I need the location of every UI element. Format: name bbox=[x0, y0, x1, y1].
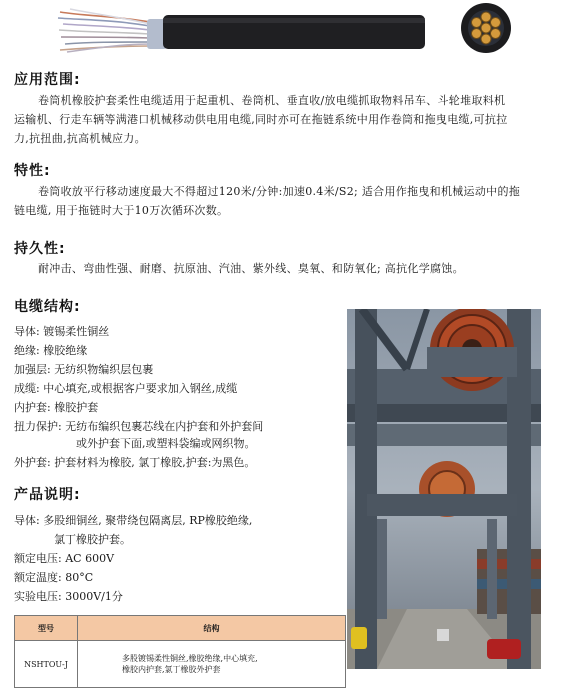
structure-item: 加强层: 无纺织物编织层包裹 bbox=[14, 363, 154, 376]
cable-photo bbox=[55, 4, 427, 56]
table-header-structure: 结构 bbox=[78, 616, 346, 641]
port-crane-photo bbox=[347, 309, 541, 669]
cable-cross-section bbox=[460, 2, 512, 54]
features-line-2: 链电缆, 用于拖链时大于10万次循环次数。 bbox=[14, 204, 229, 217]
table-cell-model: NSHTOU-J bbox=[15, 641, 78, 688]
application-line-1: 卷筒机橡胶护套柔性电缆适用于起重机、卷筒机、垂直收/放电缆抓取物料吊车、斗轮堆取料机 bbox=[38, 94, 506, 107]
application-heading: 应用范围: bbox=[14, 72, 81, 88]
product-heading: 产品说明: bbox=[14, 487, 81, 503]
features-heading: 特性: bbox=[14, 163, 51, 179]
product-item-continued: 氯丁橡胶护套。 bbox=[54, 533, 131, 546]
table-header-model: 型号 bbox=[15, 616, 78, 641]
product-item: 额定电压: AC 600V bbox=[14, 552, 115, 565]
durability-heading: 持久性: bbox=[14, 241, 66, 257]
structure-item: 外护套: 护套材料为橡胶, 氯丁橡胶,护套:为黑色。 bbox=[14, 456, 256, 469]
structure-text-line: 橡胶内护套,氯丁橡胶外护套 bbox=[122, 665, 221, 674]
spec-table bbox=[14, 615, 346, 688]
application-line-3: 力,抗扭曲,抗高机械应力。 bbox=[14, 132, 146, 145]
table-cell-structure bbox=[78, 641, 346, 688]
table-row bbox=[15, 641, 346, 688]
structure-text-line: 多股镀锡柔性铜丝,橡胶绝缘,中心填充, bbox=[122, 654, 258, 663]
structure-heading: 电缆结构: bbox=[14, 299, 81, 315]
structure-item-continued: 或外护套下面,或塑料袋编或网织物。 bbox=[76, 437, 256, 450]
product-item: 实验电压: 3000V/1分 bbox=[14, 590, 123, 603]
product-item: 导体: 多股细铜丝, 聚带绕包隔离层, RP橡胶绝缘, bbox=[14, 514, 253, 527]
structure-item: 导体: 镀锡柔性铜丝 bbox=[14, 325, 110, 338]
structure-item: 扭力保护: 无纺布编织包裹芯线在内护套和外护套间 bbox=[14, 420, 264, 433]
structure-item: 绝缘: 橡胶绝缘 bbox=[14, 344, 88, 357]
structure-item: 内护套: 橡胶护套 bbox=[14, 401, 99, 414]
features-line-1: 卷筒收放平行移动速度最大不得超过120米/分钟:加速0.4米/S2; 适合用作拖曳和机械运动中的拖 bbox=[38, 185, 521, 198]
product-item: 额定温度: 80°C bbox=[14, 571, 94, 584]
structure-item: 成缆: 中心填充,或根据客户要求加入钢丝,成缆 bbox=[14, 382, 238, 395]
application-line-2: 运输机、行走车辆等满港口机械移动供电用电缆,同时亦可在拖链系统中用作卷筒和拖曳电缆,可抗拉 bbox=[14, 113, 508, 126]
durability-line-1: 耐冲击、弯曲性强、耐磨、抗原油、汽油、紫外线、臭氧、和防氧化; 高抗化学腐蚀。 bbox=[38, 262, 464, 275]
